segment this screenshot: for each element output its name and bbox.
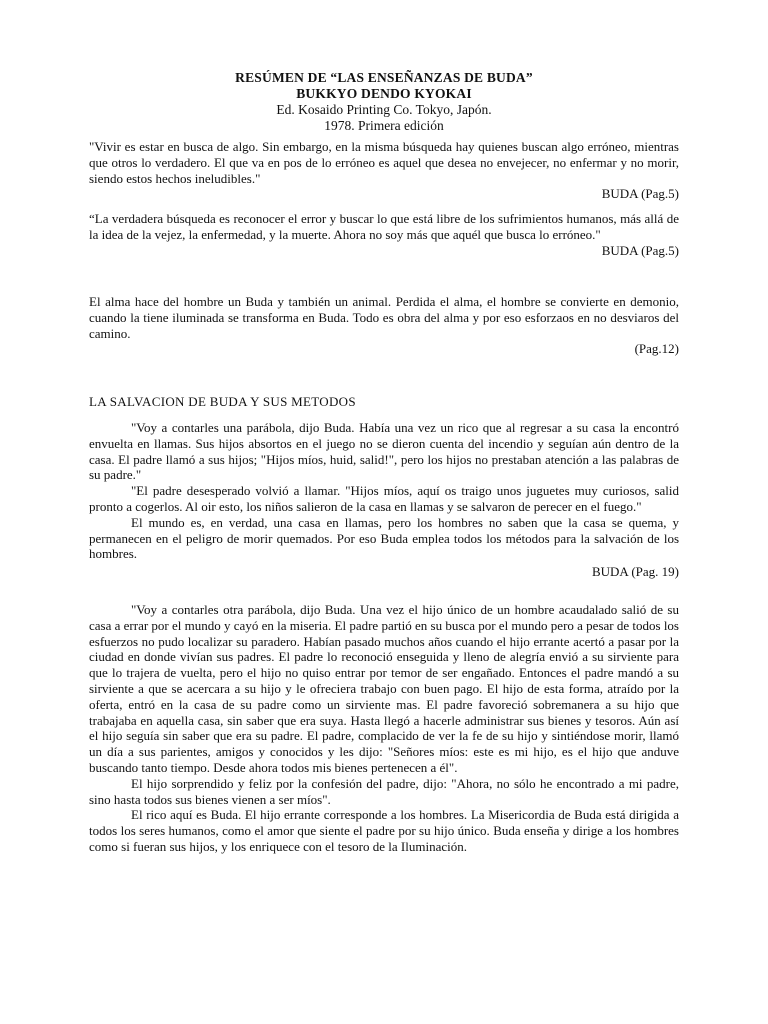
publisher-line: Ed. Kosaido Printing Co. Tokyo, Japón. [276,102,492,117]
quote-block [89,294,679,357]
quote-citation: BUDA (Pag.5) [601,186,679,202]
parable-block [89,602,679,855]
document-header [89,70,679,134]
quote-block [89,139,679,202]
section-heading-block [89,394,679,410]
parable-block [89,420,679,580]
quote-text: "Vivir es estar en busca de algo. Sin embargo, en la misma búsqueda hay quienes buscan algo erróneo, mientras que otros lo verdadero. El que va en pos de lo erróneo es aquel que desea no envejecer, no enfermar y no morir, siendo estos hechos ineludibles." [89,139,679,186]
quote-text: “La verdadera búsqueda es reconocer el error y buscar lo que está libre de los sufrimientos humanos, más allá de la idea de la vejez, la enfermedad, y la muerte. Ahora no soy más que aquél que busca lo erróneo." [89,211,679,242]
paragraph: El mundo es, en verdad, una casa en llamas, pero los hombres no saben que la casa se quema, y permanecen en el peligro de morir quemados. Por eso Buda emplea todos los métodos para la salvación de los hombres. [89,514,679,562]
paragraph: "El padre desesperado volvió a llamar. "Hijos míos, aquí os traigo unos juguetes muy curiosos, salid pronto a cogerlos. Al oir esto, los niños salieron de la casa en llamas y se salvaron de perecer en el fuego." [89,483,679,514]
document-title: RESÚMEN DE “LAS ENSEÑANZAS DE BUDA” [235,70,533,85]
paragraph: "Voy a contarles otra parábola, dijo Buda. Una vez el hijo único de un hombre acaudalado salió de su casa a errar por el mundo y cayó en la miseria. El padre partió en su busca por el mundo pero a pesar de todos los esfuerzos no pudo localizar su paradero. Habían pasado muchos años cuando el hijo errante acertó a pasar por la ciudad en donde vivían sus padres. El padre lo reconoció enseguida y lleno de alegría envió a su sirviente para que lo trajera de vuelta, pero el hijo no quiso entrar por temor de ser engañado. Entonces el padre mandó a su sirviente a que se acercara a su hijo y le ofreciera trabajo con buen pago. El hijo de esta forma, atraído por la oferta, entró en la casa de su padre como un sirviente mas. El padre favoreció sobremanera a su hijo que trabajaba en aquella casa, sin saber que era suya. Hasta llegó a hacerle administrar sus bienes y tesoros. Aún así el hijo seguía sin saber que era su padre. El padre, complacido de ver la fe de su hijo y sintiéndose morir, llamó un día a sus parientes, amigos y conocidos y les dijo: "Señores míos: este es mi hijo, es el hijo que anduve buscando tanto tiempo. Desde ahora todos mis bienes pertenecen a él". [89,602,679,775]
section-heading: LA SALVACION DE BUDA Y SUS METODOS [89,394,356,409]
quote-text: El alma hace del hombre un Buda y también un animal. Perdida el alma, el hombre se convierte en demonio, cuando la tiene iluminada se transforma en Buda. Todo es obra del alma y por eso esforzaos en no desviaros del camino. [89,294,679,341]
paragraph: El hijo sorprendido y feliz por la confesión del padre, dijo: "Ahora, no sólo he encontrado a mi padre, sino hasta todos sus bienes vienen a ser míos". [89,775,679,807]
parable-citation: BUDA (Pag. 19) [591,564,679,580]
document-subtitle: BUKKYO DENDO KYOKAI [296,86,472,101]
quote-citation: BUDA (Pag.5) [601,242,679,258]
quote-citation: (Pag.12) [634,341,679,357]
paragraph: "Voy a contarles una parábola, dijo Buda. Había una vez un rico que al regresar a su casa la encontró envuelta en llamas. Sus hijos absortos en el juego no se dieron cuenta del incendio y seguían aún dentro de la casa. El padre llamó a sus hijos; "Hijos míos, huid, salid!", pero los hijos no prestaban atención a las palabras de su padre." [89,420,679,483]
paragraph: El rico aquí es Buda. El hijo errante corresponde a los hombres. La Misericordia de Buda está dirigida a todos los seres humanos, como el amor que siente el padre por su hijo único. Buda enseña y dirige a los hombres como si fueran sus hijos, y los enriquece con el tesoro de la Iluminación. [89,807,679,854]
quote-block [89,211,679,258]
edition-line: 1978. Primera edición [324,118,444,133]
